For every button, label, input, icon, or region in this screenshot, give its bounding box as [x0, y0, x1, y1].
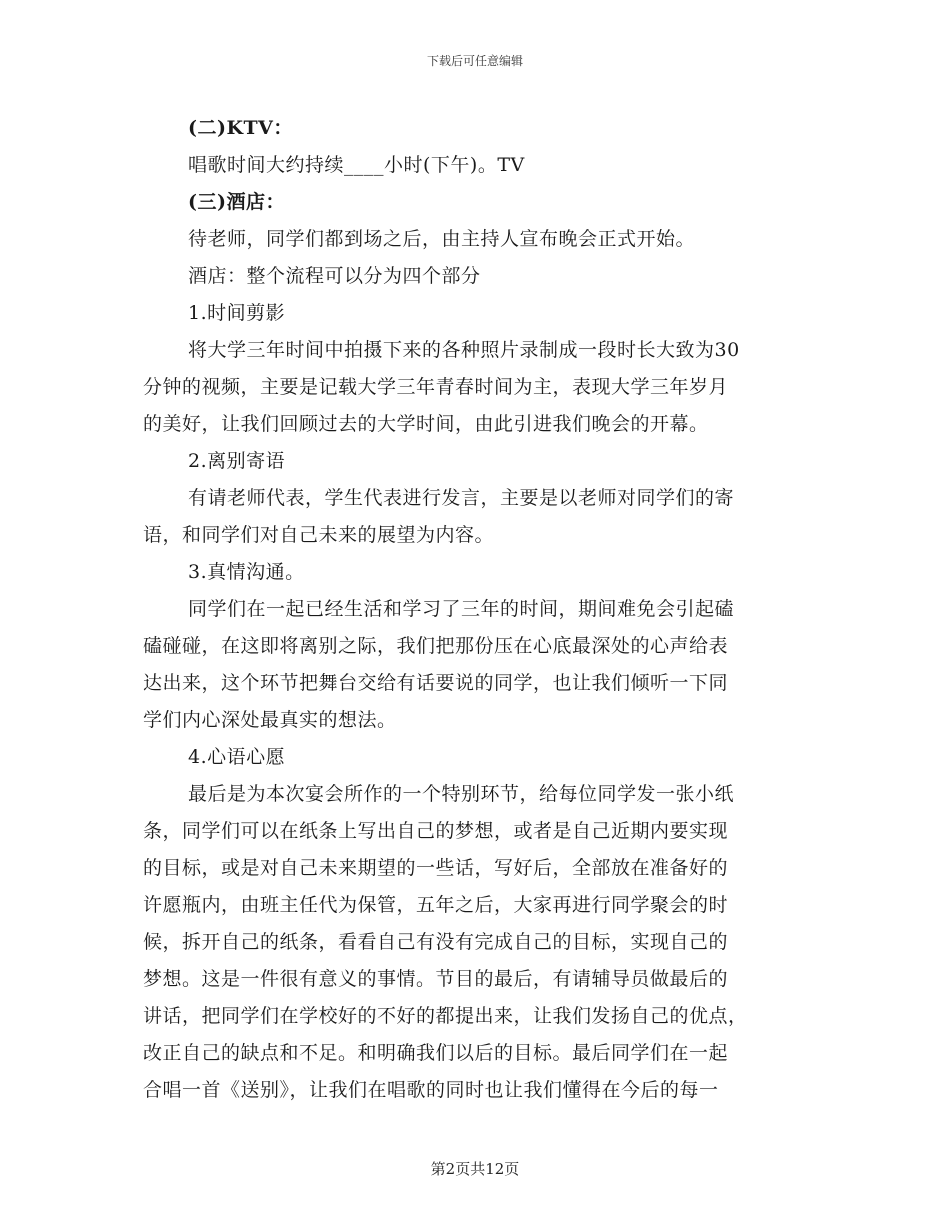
- document-body: [143, 110, 801, 1109]
- paragraph-line: [143, 702, 801, 739]
- line-text: 条，同学们可以在纸条上写出自己的梦想，或者是自己近期内要实现: [143, 820, 729, 842]
- paragraph-line: [143, 998, 801, 1035]
- line-text: 讲话，把同学们在学校好的不好的都提出来，让我们发扬自己的优点，: [143, 1005, 748, 1027]
- paragraph-line: [143, 147, 801, 184]
- paragraph-line: [143, 924, 801, 961]
- line-text: (二)KTV：: [188, 117, 293, 139]
- subheading-farewell-message: [143, 443, 801, 480]
- paragraph-line: [143, 221, 801, 258]
- line-text: 的美好，让我们回顾过去的大学时间，由此引进我们晚会的开幕。: [143, 413, 709, 435]
- line-text: 语，和同学们对自己未来的展望为内容。: [143, 524, 495, 546]
- line-text: 达出来，这个环节把舞台交给有话要说的同学，也让我们倾听一下同: [143, 672, 729, 694]
- line-text: 2.离别寄语: [188, 450, 286, 472]
- line-text: 唱歌时间大约持续____小时(下午)。TV: [188, 154, 525, 176]
- line-text: 许愿瓶内，由班主任代为保管，五年之后，大家再进行同学聚会的时: [143, 894, 729, 916]
- line-text: 磕碰碰，在这即将离别之际，我们把那份压在心底最深处的心声给表: [143, 635, 729, 657]
- line-text: 候，拆开自己的纸条，看看自己有没有完成自己的目标，实现自己的: [143, 931, 729, 953]
- line-text: 将大学三年时间中拍摄下来的各种照片录制成一段时长大致为30: [188, 339, 740, 361]
- page-header: 下载后可任意编辑: [426, 54, 523, 68]
- paragraph-line: [143, 1035, 801, 1072]
- paragraph-line: [143, 1072, 801, 1109]
- subheading-sincere-communication: [143, 554, 801, 591]
- line-text: 分钟的视频，主要是记载大学三年青春时间为主，表现大学三年岁月: [143, 376, 729, 398]
- line-text: 的目标，或是对自己未来期望的一些话，写好后，全部放在准备好的: [143, 857, 729, 879]
- paragraph-line: [143, 813, 801, 850]
- paragraph-line: [143, 887, 801, 924]
- line-text: (三)酒店：: [188, 191, 285, 213]
- line-text: 1.时间剪影: [188, 302, 286, 324]
- paragraph-line: [143, 665, 801, 702]
- subheading-heart-wishes: [143, 739, 801, 776]
- paragraph-line: [143, 406, 801, 443]
- paragraph-line: [143, 628, 801, 665]
- line-text: 有请老师代表，学生代表进行发言，主要是以老师对同学们的寄: [188, 487, 735, 509]
- subheading-time-silhouette: [143, 295, 801, 332]
- section-heading-ktv: [143, 110, 801, 147]
- paragraph-line: [143, 776, 801, 813]
- paragraph-line: [143, 591, 801, 628]
- paragraph-line: [143, 517, 801, 554]
- line-text: 3.真情沟通。: [188, 561, 305, 583]
- line-text: 梦想。这是一件很有意义的事情。节目的最后，有请辅导员做最后的: [143, 968, 729, 990]
- line-text: 同学们在一起已经生活和学习了三年的时间，期间难免会引起磕: [188, 598, 735, 620]
- line-text: 4.心语心愿: [188, 746, 286, 768]
- line-text: 酒店：整个流程可以分为四个部分: [188, 265, 481, 287]
- line-text: 待老师，同学们都到场之后，由主持人宣布晚会正式开始。: [188, 228, 696, 250]
- paragraph-line: [143, 369, 801, 406]
- paragraph-line: [143, 961, 801, 998]
- line-text: 学们内心深处最真实的想法。: [143, 709, 397, 731]
- line-text: 改正自己的缺点和不足。和明确我们以后的目标。最后同学们在一起: [143, 1042, 729, 1064]
- line-text: 最后是为本次宴会所作的一个特别环节，给每位同学发一张小纸: [188, 783, 735, 805]
- paragraph-line: [143, 850, 801, 887]
- paragraph-line: [143, 258, 801, 295]
- section-heading-hotel: [143, 184, 801, 221]
- paragraph-line: [143, 332, 801, 369]
- line-text: 合唱一首《送别》，让我们在唱歌的同时也让我们懂得在今后的每一: [143, 1079, 719, 1101]
- paragraph-line: [143, 480, 801, 517]
- page-footer: 第2页共12页: [430, 1160, 520, 1178]
